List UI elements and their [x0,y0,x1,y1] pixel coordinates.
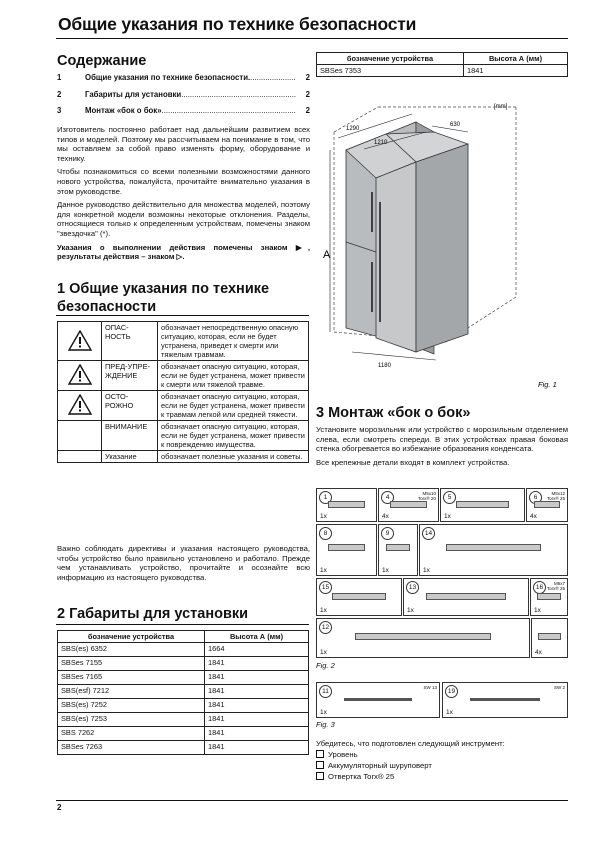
table-row [58,699,309,713]
toc-item-label: Габариты для установки ..... [85,90,296,99]
checkbox-icon [316,772,324,780]
part-note: M5x10 Torx® 20 [417,491,436,501]
table-row [58,657,309,671]
safety-description: обозначает опасную ситуацию, которая, если не будет устранена, может привести к повреждению имущества. [158,421,309,451]
part-box [316,488,377,522]
safety-icon-cell [58,391,102,421]
table-row [317,65,568,77]
dimensions-table-body [58,643,309,755]
part-drawing [390,501,428,508]
model-cell: SBSes 7155 [58,657,205,671]
intro-paragraph-action-note: Указания о выполнении действия помечены знаком ▶, результаты действия – знаком ▷. [57,242,310,262]
part-number: 6 [529,491,542,504]
table-row [58,643,309,657]
dimensions-table [57,630,309,755]
fridge-right-side [416,144,468,352]
fig3-label: Fig. 3 [316,720,335,729]
safety-description: обозначает непосредственную опасную ситуацию, которая, если не будет устранена, приведет к смерти или тяжелым травмам. [158,322,309,361]
column-header-model: бозначение устройства [58,631,205,643]
toc-item-page: 2 [305,90,310,99]
part-number: 9 [381,527,394,540]
dimension-A: A [323,249,331,261]
toc-item[interactable] [57,73,310,85]
part-quantity: 1x [444,513,451,520]
safety-signal-word: ВНИМАНИЕ [102,421,158,451]
height-cell: 1664 [205,643,309,657]
part-drawing [538,633,560,640]
tools-section [316,738,568,782]
toc-item-label: Общие указания по технике безопасности. ..... [85,73,296,82]
section1-title: 1 Общие указания по технике безопасности [57,281,270,315]
part-quantity: 4x [382,513,389,520]
fig3-tools-grid [316,682,568,718]
tool-size-note: SW 2 [553,685,565,690]
height-cell: 1841 [464,65,568,77]
safety-icon-cell [58,361,102,391]
dimension-1290: 1290 [346,126,360,132]
column-header-model: бозначение устройства [317,53,464,65]
safety-row [58,451,309,463]
part-quantity: 1x [320,649,327,656]
height-cell: 1841 [205,727,309,741]
intro-paragraph: Чтобы познакомиться со всеми полезными возможностями данного нового устройства, пожалуйста, прочитайте внимательно указания в этом руководстве. [57,167,310,196]
section1-rule [56,315,309,316]
part-quantity: 4x [535,649,542,656]
table-row [58,727,309,741]
height-cell: 1841 [205,671,309,685]
model-cell: SBSes 7263 [58,741,205,755]
part-number: 16 [533,581,546,594]
page-header-title: Общие указания по технике безопасности [58,14,417,34]
height-cell: 1841 [205,685,309,699]
part-box [530,578,568,616]
part-number: 1 [319,491,332,504]
section3-paragraph: Все крепежные детали входят в комплект устройства. [316,457,510,467]
toc-title: Содержание [57,53,147,69]
intro-paragraph: Изготовитель постоянно работает над дальнейшим развитием всех типов и моделей. Поэтому мы рассчитываем на понимание в том, что мы оставляем за собой право изменять форму, оборудование и технику. [57,125,310,163]
section3-paragraph: Установите морозильник или устройство с морозильным отделением слева, если смотреть спереди. В этих устройствах правая боковая стенка обогревается во избежание образования конденсата. [316,425,568,454]
right-dimensions-table [316,52,568,77]
safety-row [58,361,309,391]
fig1-unit-label: [mm] [494,104,508,110]
model-cell: SBS(esf) 7212 [58,685,205,699]
tool-label: Уровень [328,750,358,759]
fridge-right-front [376,162,416,352]
safety-row [58,391,309,421]
part-box [403,578,529,616]
tool-number: 19 [445,685,458,698]
table-header-row [58,631,309,643]
tool-box [316,682,440,718]
part-drawing [456,501,509,508]
part-box [316,524,377,576]
tool-label: Отвертка Torx® 25 [328,772,395,781]
part-drawing [537,593,560,600]
warning-icon [68,364,92,385]
part-number: 8 [319,527,332,540]
model-cell: SBS(es) 6352 [58,643,205,657]
part-number: 14 [422,527,435,540]
section3-title: 3 Монтаж «бок о бок» [316,405,471,421]
table-header-row [317,53,568,65]
toc-item-number: 2 [57,90,62,99]
safety-description: обозначает опасную ситуацию, которая, если не будет устранена, может привести к травмам легкой или средней тяжести. [158,391,309,421]
toc-item[interactable] [57,90,310,102]
toc-item-number: 1 [57,73,62,82]
part-box [440,488,525,522]
tools-intro: Убедитесь, что подготовлен следующий инструмент: [316,739,505,748]
column-header-height: Высота А (мм) [205,631,309,643]
part-drawing [355,633,491,640]
fig1-label: Fig. 1 [538,380,557,389]
column-header-height: Высота А (мм) [464,53,568,65]
height-cell: 1841 [205,657,309,671]
part-box [378,524,418,576]
dimension-1210: 1210 [374,140,388,146]
part-number: 13 [406,581,419,594]
section1-paragraph: Важно соблюдать директивы и указания настоящего руководства, чтобы устройство было правильно установлено и работало. Прежде чем устанавливать устройство, прочитайте и осознайте всю информацию из настоящего руководства. [57,544,310,582]
part-drawing [328,501,366,508]
part-quantity: 4x [530,513,537,520]
table-row [58,671,309,685]
safety-icon-cell [58,322,102,361]
part-drawing [332,593,386,600]
toc-item-label: Монтаж «бок о бок» ..... [85,106,296,115]
part-quantity: 1x [423,567,430,574]
toc-item[interactable] [57,106,310,118]
table-row [58,713,309,727]
tool-list-item [316,749,568,760]
part-note: M5x12 Torx® 25 [546,491,565,501]
part-box [316,578,402,616]
part-quantity: 1x [320,607,327,614]
part-box [526,488,568,522]
wrench-icon [344,698,412,701]
toc-item-page: 2 [305,73,310,82]
part-box [419,524,568,576]
tool-quantity: 1x [446,709,453,716]
fig2-label: Fig. 2 [316,661,335,670]
part-box [316,618,530,658]
safety-row [58,322,309,361]
intro-text [57,125,310,266]
fig1-side-by-side-fridge-illustration [316,92,568,392]
tool-box [442,682,568,718]
warning-icon [68,394,92,415]
height-cell: 1841 [205,699,309,713]
page-number: 2 [57,803,62,812]
height-cell: 1841 [205,713,309,727]
safety-signal-word: Указание [102,451,158,463]
safety-row [58,421,309,451]
part-drawing [446,544,540,551]
model-cell: SBS(es) 7252 [58,699,205,713]
tool-quantity: 1x [320,709,327,716]
fig2-parts-grid [316,488,568,658]
height-cell: 1841 [205,741,309,755]
part-quantity: 1x [534,607,541,614]
checkbox-icon [316,750,324,758]
safety-description: обозначает опасную ситуацию, которая, если не будет устранена, может привести к смерти или тяжелой травме. [158,361,309,391]
dimension-630: 630 [450,122,461,128]
part-number: 12 [319,621,332,634]
section2-rule [56,624,309,625]
part-number: 5 [443,491,456,504]
section1-after-text [57,544,310,586]
toc-item-page: 2 [305,106,310,115]
part-quantity: 1x [382,567,389,574]
model-cell: SBS(es) 7253 [58,713,205,727]
part-number: 4 [381,491,394,504]
table-row [58,685,309,699]
part-note: M6x7 Torx® 25 [546,581,565,591]
part-quantity: 1x [320,513,327,520]
checkbox-icon [316,761,324,769]
section2-title: 2 Габариты для установки [57,606,249,622]
tool-label: Аккумуляторный шуруповерт [328,761,432,770]
part-drawing [426,593,505,600]
tool-number: 11 [319,685,332,698]
part-drawing [328,544,366,551]
hex-key-icon [470,698,539,701]
safety-description: обозначает полезные указания и советы. [158,451,309,463]
part-quantity: 1x [407,607,414,614]
part-box [378,488,439,522]
safety-icon-cell [58,451,102,463]
part-number: 15 [319,581,332,594]
safety-icon-cell [58,421,102,451]
safety-signal-word: ПРЕД-УПРЕ-ЖДЕНИЕ [102,361,158,391]
dimension-1180: 1180 [378,363,391,369]
tool-list-item [316,760,568,771]
model-cell: SBSes 7353 [317,65,464,77]
intro-paragraph: Данное руководство действительно для множества моделей, поэтому для конкретной модели возможны некоторые отклонения. Разделы, относящиеся только к определенным устройствам, помечены знаком "звездочка" (*). [57,200,310,238]
footer-rule [56,800,568,801]
part-quantity: 1x [320,567,327,574]
tool-size-note: SW 13 [423,685,437,690]
safety-signal-table [57,321,309,463]
part-drawing [534,501,560,508]
table-row [58,741,309,755]
part-box [531,618,568,658]
model-cell: SBSes 7165 [58,671,205,685]
section3-text [316,425,568,471]
safety-signal-word: ОСТО-РОЖНО [102,391,158,421]
warning-icon [68,330,92,351]
part-drawing [386,544,410,551]
header-rule [56,38,568,39]
safety-signal-word: ОПАС-НОСТЬ [102,322,158,361]
tool-list-item [316,771,568,782]
toc-item-number: 3 [57,106,62,115]
model-cell: SBS 7262 [58,727,205,741]
